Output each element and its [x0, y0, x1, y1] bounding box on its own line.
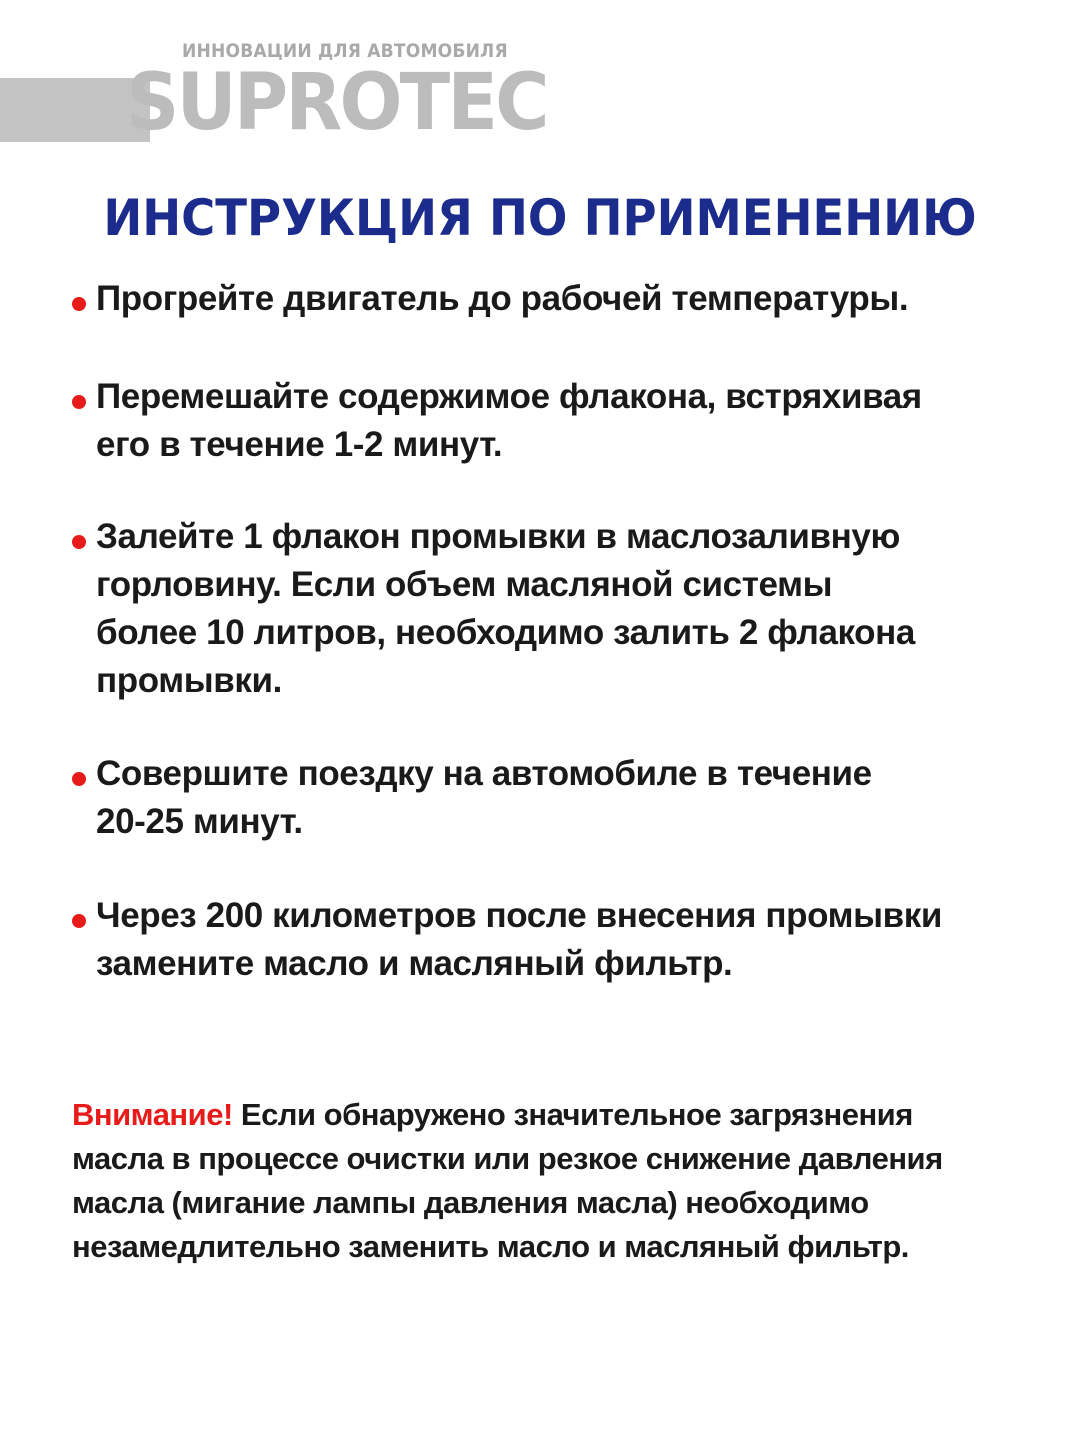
- bullet-icon: [72, 772, 86, 786]
- list-item: [72, 892, 1062, 988]
- list-item: [72, 275, 1062, 323]
- step-text: Совершите поездку на автомобиле в течение 20-25 минут.: [96, 754, 872, 841]
- warning-text: Если обнаружено значительное загрязнения масла в процессе очистки или резкое снижение давления масла (мигание лампы давления масла) необходимо незамедлительно заменить масло и масляный фильтр.: [72, 1097, 943, 1264]
- list-item: [72, 513, 1062, 705]
- bullet-icon: [72, 914, 86, 928]
- brand-tagline: ИННОВАЦИИ ДЛЯ АВТОМОБИЛЯ: [182, 40, 508, 62]
- step-text: Залейте 1 флакон промывки в маслозаливную горловину. Если объем масляной системы более 10 литров, необходимо залить 2 флакона промывки.: [96, 517, 915, 700]
- page-title: ИНСТРУКЦИЯ ПО ПРИМЕНЕНИЮ: [103, 189, 977, 247]
- bullet-icon: [72, 395, 86, 409]
- brand-wordmark: SUPROTEC: [126, 58, 547, 148]
- list-item: [72, 750, 1062, 846]
- brand-logo: [0, 38, 547, 148]
- list-item: [72, 373, 1062, 469]
- bullet-icon: [72, 297, 86, 311]
- warning-label: Внимание!: [72, 1097, 233, 1132]
- bullet-icon: [72, 535, 86, 549]
- warning-notice: [72, 1093, 1062, 1269]
- step-text: Прогрейте двигатель до рабочей температуры.: [96, 279, 909, 318]
- step-text: Перемешайте содержимое флакона, встряхивая его в течение 1-2 минут.: [96, 377, 922, 464]
- step-text: Через 200 километров после внесения промывки замените масло и масляный фильтр.: [96, 896, 942, 983]
